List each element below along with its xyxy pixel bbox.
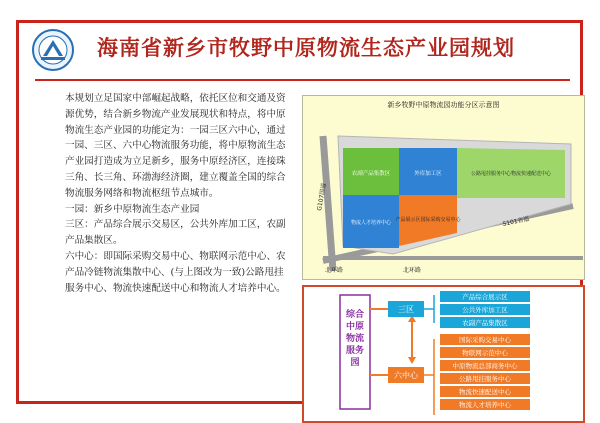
liu-item: 公路甩挂服务中心 xyxy=(459,375,511,383)
structure-graphic xyxy=(304,287,583,421)
g107-label: G107国道 xyxy=(316,182,328,212)
liu-label: 六中心 xyxy=(394,371,418,380)
structure-diagram xyxy=(302,285,585,423)
zoning-map-graphic xyxy=(303,96,585,280)
liu-item: 物流快速配送中心 xyxy=(459,388,511,396)
liuzhongxin-line: 六中心：即国际采购交易中心、物联网示范中心、农产品冷链物流集散中心、(与上图改为一致)公路甩挂服务中心、物流快速配送中心和物流人才培养中心。 xyxy=(65,250,286,294)
poster-frame xyxy=(16,20,583,409)
logo-emblem xyxy=(29,28,77,72)
page-title: 海南省新乡市牧野中原物流生态产业园规划 xyxy=(97,35,515,60)
arrow-head-down xyxy=(408,357,416,364)
header xyxy=(19,23,580,75)
zone-talent-label: 物流人才培养中心 xyxy=(350,220,392,226)
map-title: 新乡牧野中原物流园功能分区示意图 xyxy=(387,101,500,109)
sanqu-item: 产品综合展示区 xyxy=(462,293,508,301)
sanqu-item: 公共外库加工区 xyxy=(462,306,508,314)
intro-paragraph: 本规划立足国家中部崛起战略，依托区位和交通及资源优势，结合新乡物流产业发展现状和特点，将中原物流生态产业园的功能定为：一园三区六中心，通过一园、三区、六中心物流服务功能，将中原物流生态产业园打造成为立足新乡，服务中原经济区，连接珠三角、长三角、环渤海经济圈，建立覆盖全国的综合物流服务网络和物流枢纽节点城市。 xyxy=(65,93,286,199)
zone-highway-label: 公路甩挂服务中心物流快速配送中心 xyxy=(470,171,552,177)
zone-exhibit-label: 产品展示区国际采购交易中心 xyxy=(395,217,461,223)
zone-farm-label: 农副产品集散区 xyxy=(351,171,391,177)
s101-label: S101省道 xyxy=(501,215,531,228)
yiyuan-line: 一园：新乡中原物流生态产业园 xyxy=(65,203,200,215)
north-ring-label-left: 北环路 xyxy=(325,267,344,274)
sanqu-label: 三区 xyxy=(398,305,414,314)
liu-item: 物联网示范中心 xyxy=(462,349,508,357)
main-label: 综合中原物流服务园 xyxy=(345,310,365,368)
liu-item: 国际采购交易中心 xyxy=(459,336,511,344)
north-ring-label-right: 北环路 xyxy=(403,267,422,274)
description-text xyxy=(45,91,289,296)
g107-road xyxy=(323,136,333,271)
liu-item: 物流人才培养中心 xyxy=(459,401,511,409)
zoning-map xyxy=(302,95,585,280)
sanqu-item: 农副产品集散区 xyxy=(462,319,508,327)
title-divider xyxy=(35,79,570,81)
liu-item: 中原物流总部商务中心 xyxy=(452,362,518,370)
sanqu-line: 三区：产品综合展示交易区，公共外库加工区，农副产品集散区。 xyxy=(65,219,286,247)
zone-warehouse-label: 外库加工区 xyxy=(414,171,442,177)
